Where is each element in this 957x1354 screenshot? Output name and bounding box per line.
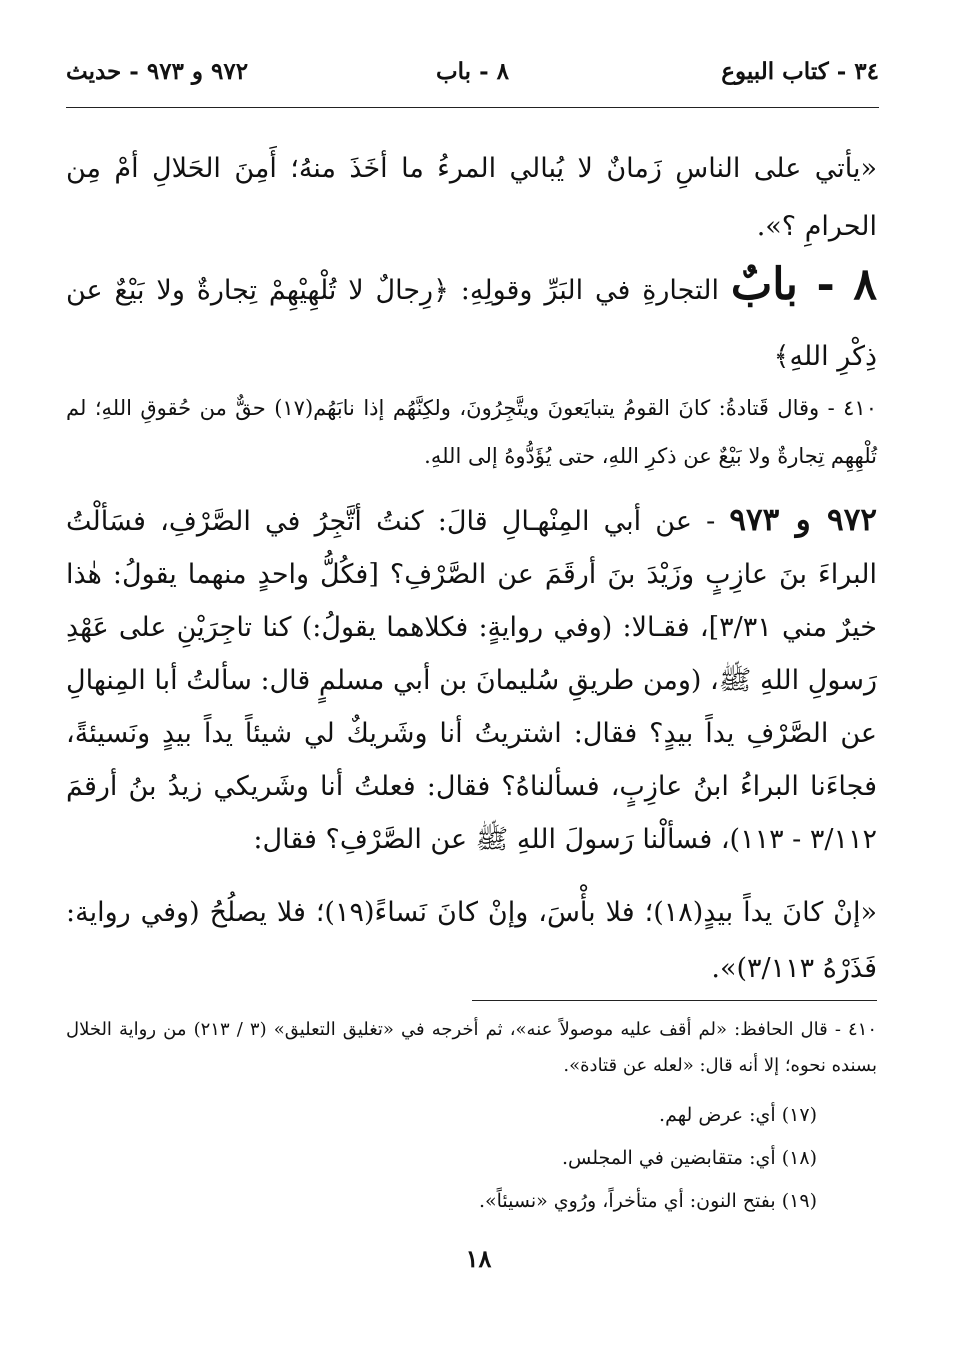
footnote-divider — [472, 1000, 877, 1001]
hadith-text: - عن أبي المِنْهـالِ قالَ: كنتُ أتَّجِرُ في الصَّرْفِ، فسَألْتُ البراءَ بنَ عازِبٍ وزَيْدَ بنَ أرقَمَ عن الصَّرْفِ؟ [فكُلُّ واحدٍ منهما يقولُ: هٰذا خيرٌ مني ٣/٣١]، فقـالا: (وفي روايةٍ: فكلاهما يقولُ:) كنا تاجِرَيْنِ على عَهْدِ رَسولِ اللهِ ﷺ، (ومن طريقِ سُليمانَ بن أبي مسلمٍ قال: سألتُ أبا المِنهالِ عن الصَّرْفِ يداً بيدٍ؟ فقال: اشتريتُ أنا وشَريكٌ لي شيئاً يداً بيدٍ ونَسيئةً، فجاءَنا البراءُ ابنُ عازِبٍ، فسألناهُ؟ فقال: فعلتُ أنا وشَريكي زيدُ بنُ أرقمَ ٣/١١٢ - ١١٣)، فسألْنا رَسولَ اللهِ ﷺ عن الصَّرْفِ؟ فقال: — [66, 506, 877, 855]
running-header — [66, 58, 879, 94]
header-chapter: ٨ - باب — [436, 58, 509, 85]
chapter-heading — [66, 252, 877, 390]
footnote-17: (١٧) أي: عرض لهم. — [659, 1104, 817, 1126]
footnote-18: (١٨) أي: متقابضين في المجلس. — [561, 1147, 817, 1169]
main-hadith — [66, 494, 877, 866]
athar-410: ٤١٠ - وقال قَتادةُ: كانَ القومُ يتبايَعونَ ويتَّجِرُونَ، ولكِنَّهُم إذا نابَهُم(١٧) حقٌّ من حُقوقِ اللهِ؛ لم تُلْهِهِم تِجارةٌ ولا بَيْعٌ عن ذكرِ اللهِ، حتى يُؤَدُّوهُ إلى اللهِ. — [66, 396, 877, 468]
header-hadith-range: ٩٧٢ و ٩٧٣ - حديث — [66, 58, 249, 85]
chapter-title: التجارةِ في البَرِّ وقولِهِ: ﴿رِجالٌ لا تُلْهِيْهِمْ تِجارةٌ ولا بَيْعٌ عن ذِكْرِ اللهِ﴾ — [66, 275, 877, 372]
chapter-number: ٨ - بابٌ — [730, 259, 877, 310]
header-book-title: ٣٤ - كتاب البيوع — [721, 58, 879, 85]
page-number: ١٨ — [465, 1244, 492, 1273]
header-divider — [66, 107, 879, 108]
footnote-19: (١٩) بفتح النون: أي متأخراً، ورُوي «نسيئاً». — [478, 1190, 817, 1212]
footnote-410: ٤١٠ - قال الحافظ: «لم أقف عليه موصولاً عنه»، ثم أخرجه في «تغليق التعليق» (٣ / ٢١٣) من رواية الخلال بسنده نحوه؛ إلا أنه قال: «لعله عن قتادة». — [66, 1019, 878, 1076]
hadith-quote-continuation: «يأتي على الناسِ زَمانٌ لا يُبالي المرءُ ما أخَذَ منهُ؛ أَمِنَ الحَلالِ أمْ مِن الحرامِ ؟». — [66, 153, 877, 242]
prophet-quote: «إنْ كانَ يداً بيدٍ(١٨)؛ فلا بأْسَ، وإنْ كانَ نَساءً(١٩)؛ فلا يصلُحُ (وفي رواية: فَذَرْهُ ٣/١١٣)». — [66, 897, 877, 984]
hadith-number: ٩٧٢ و ٩٧٣ — [729, 502, 877, 538]
